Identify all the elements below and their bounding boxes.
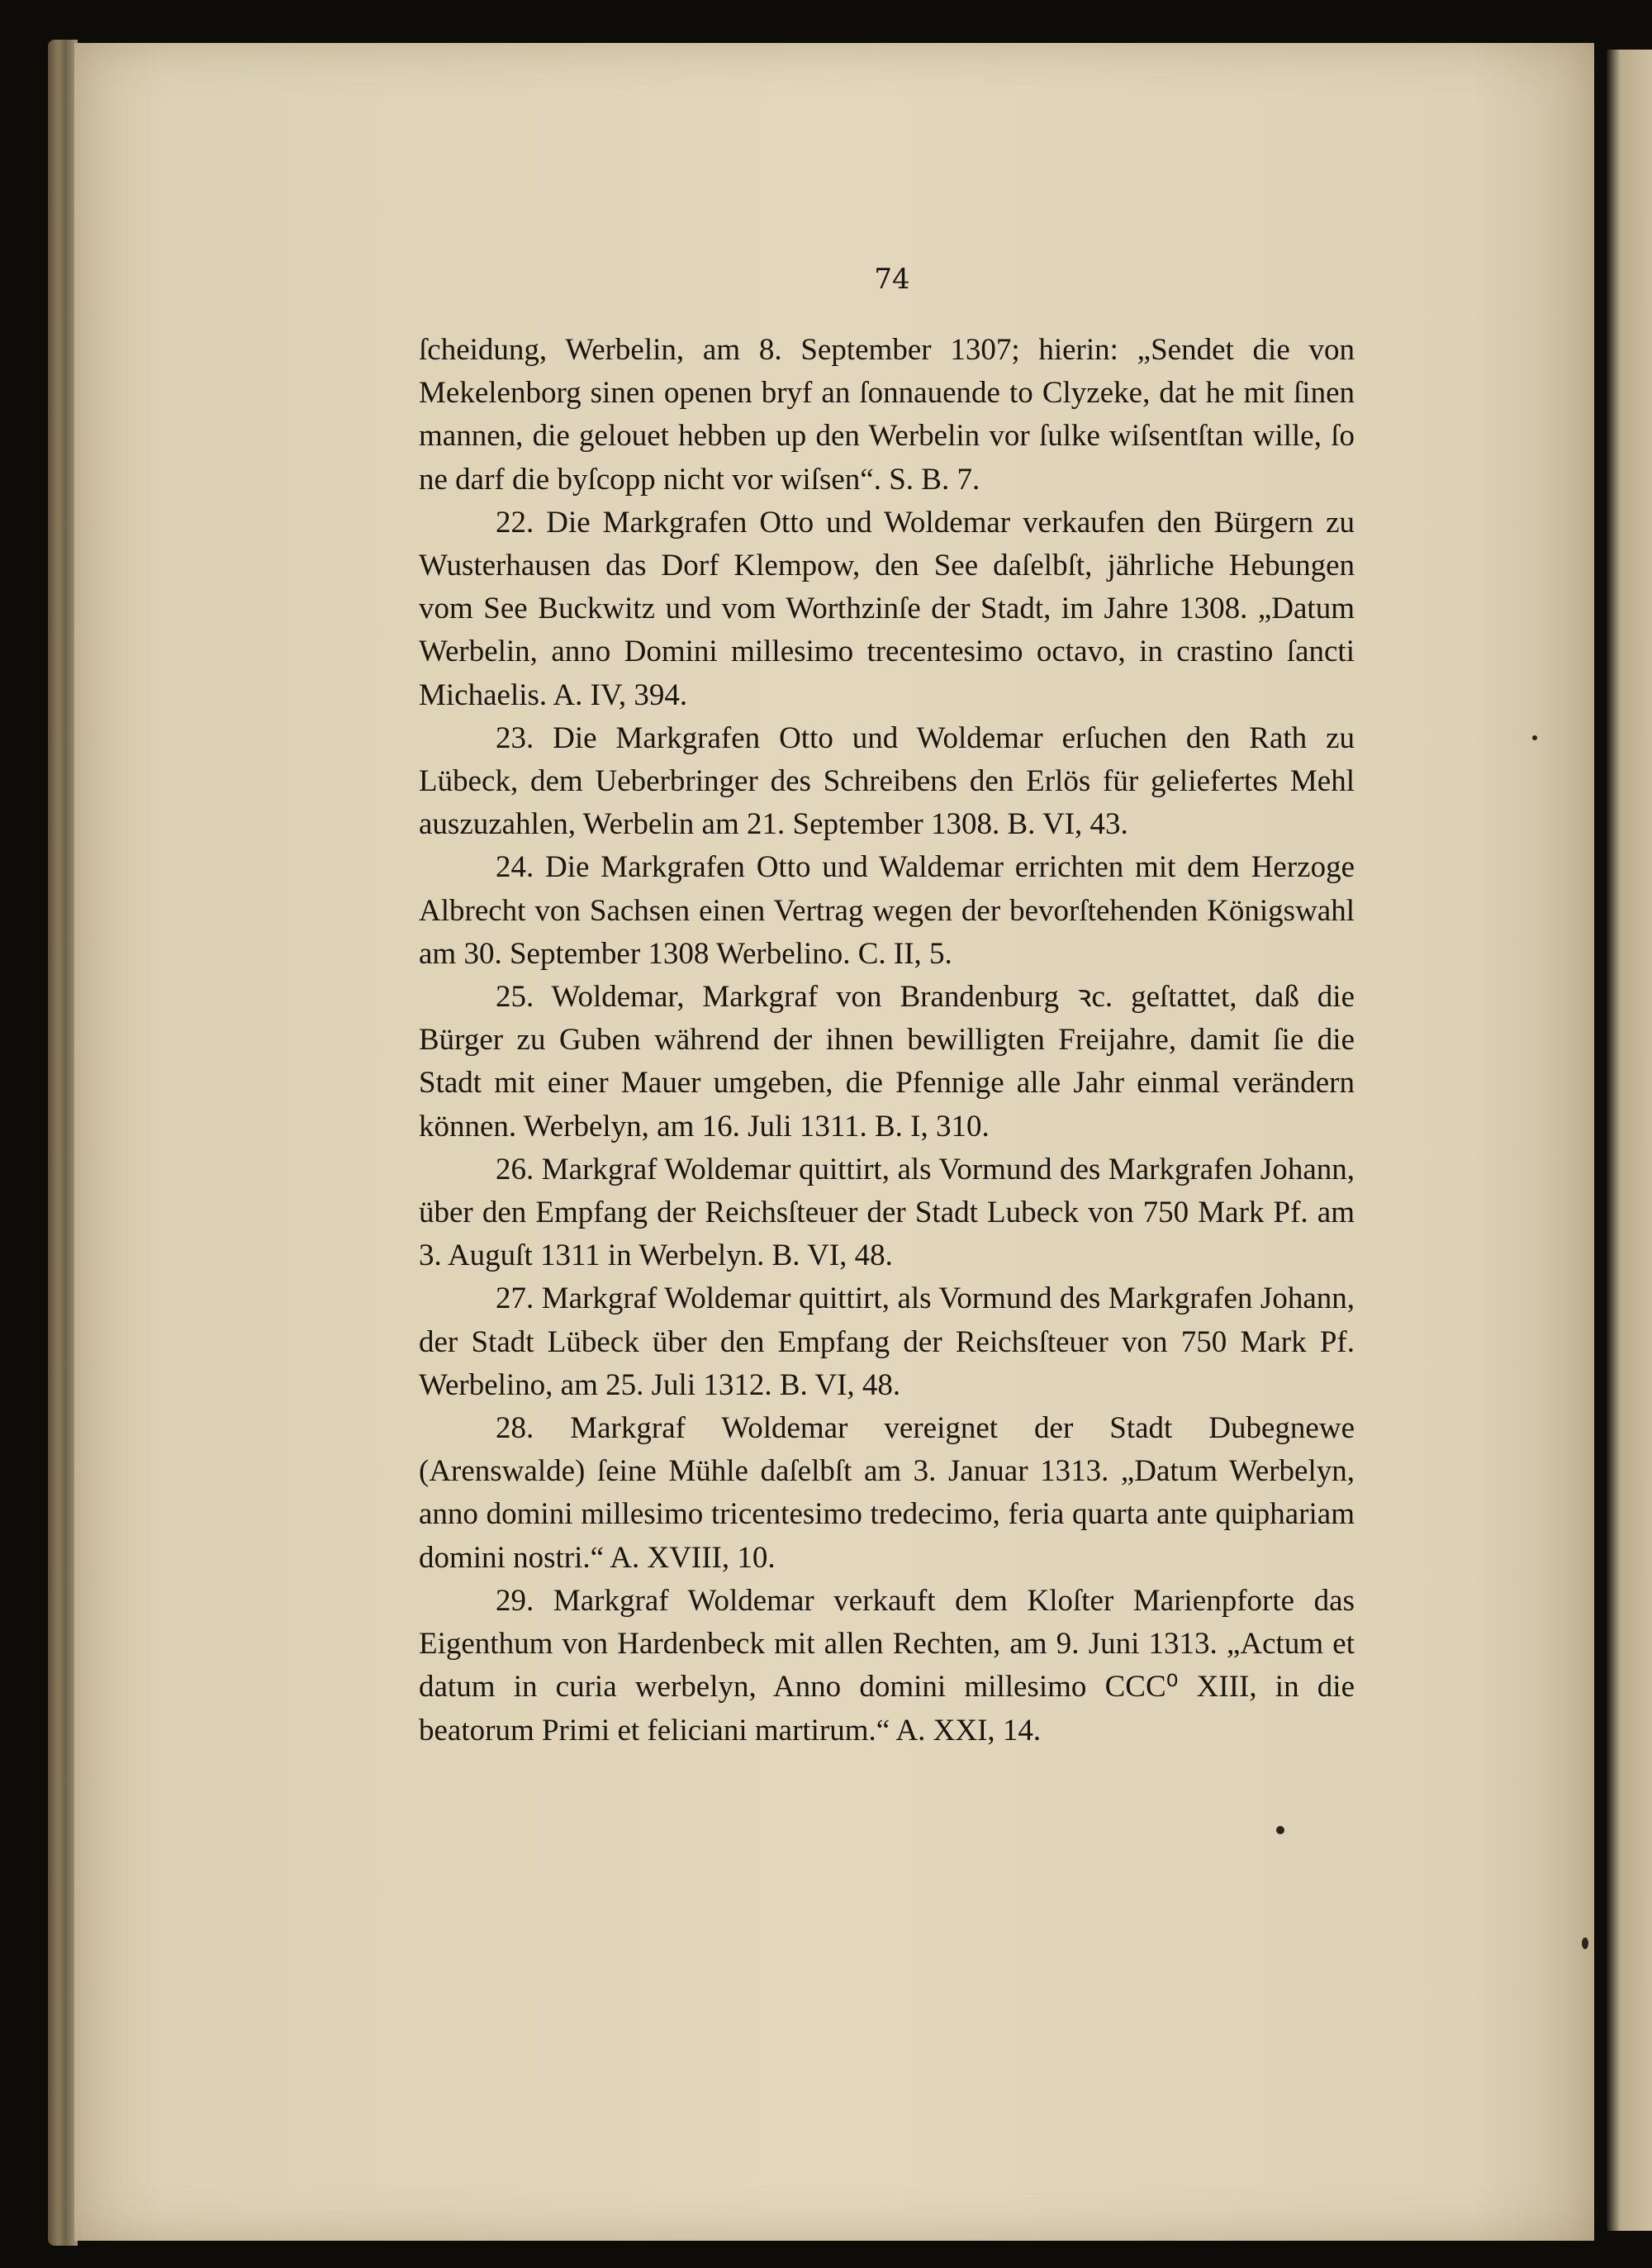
- paragraph: 22. Die Markgrafen Otto und Woldemar verkaufen den Bürgern zu Wusterhausen das Dorf Klempow, den See daſelbſt, jährliche Hebungen vom See Buckwitz und vom Worthzinſe der Stadt, im Jahre 1308. „Datum Werbelin, anno Domini millesimo trecentesimo octavo, in crastino ſancti Michaelis. A. IV, 394.: [419, 505, 1355, 712]
- paragraph: 24. Die Markgrafen Otto und Waldemar errichten mit dem Herzoge Albrecht von Sachsen einen Vertrag wegen der bevorſtehenden Königswahl am 30. September 1308 Werbelino. C. II, 5.: [419, 850, 1355, 971]
- paragraph: ſcheidung, Werbelin, am 8. September 1307; hierin: „Sendet die von Mekelenborg sinen openen bryf an ſonnauende to Clyzeke, dat he mit ſinen mannen, die gelouet hebben up den Werbelin vor ſulke wiſsentſtan wille, ſo ne darf die byſcopp nicht vor wiſsen“. S. B. 7.: [419, 333, 1355, 497]
- paragraph: 27. Markgraf Woldemar quittirt, als Vormund des Markgrafen Johann, der Stadt Lübeck über den Empfang der Reichsſteuer von 750 Mark Pf. Werbelino, am 25. Juli 1312. B. VI, 48.: [419, 1281, 1355, 1402]
- paragraph: 25. Woldemar, Markgraf von Brandenburg ꝛc. geſtattet, daß die Bürger zu Guben während der ihnen bewilligten Freijahre, damit ſie die Stadt mit einer Mauer umgeben, die Pfennige alle Jahr einmal verändern können. Werbelyn, am 16. Juli 1311. B. I, 310.: [419, 980, 1355, 1144]
- ink-spot: [1582, 1938, 1588, 1949]
- paragraph: 26. Markgraf Woldemar quittirt, als Vormund des Markgrafen Johann, über den Empfang der Reichsſteuer der Stadt Lubeck von 750 Mark Pf. am 3. Auguſt 1311 in Werbelyn. B. VI, 48.: [419, 1152, 1355, 1273]
- body-text: [419, 329, 1355, 1752]
- paragraph: 28. Markgraf Woldemar vereignet der Stadt Dubegnewe (Arenswalde) ſeine Mühle daſelbſt am 3. Januar 1313. „Datum Werbelyn, anno domini millesimo tricentesimo tredecimo, feria quarta ante quiphariam domini nostri.“ A. XVIII, 10.: [419, 1411, 1355, 1575]
- ink-spot: [1276, 1826, 1284, 1834]
- next-page-edge: [1607, 50, 1652, 2231]
- paragraph: 23. Die Markgrafen Otto und Woldemar erſuchen den Rath zu Lübeck, dem Ueberbringer des Schreibens den Erlös für geliefertes Mehl auszuzahlen, Werbelin am 21. September 1308. B. VI, 43.: [419, 720, 1355, 842]
- paragraph: 29. Markgraf Woldemar verkauft dem Kloſter Marienpforte das Eigenthum von Hardenbeck mit allen Rechten, am 9. Juni 1313. „Actum et datum in curia werbelyn, Anno domini millesimo CCC⁰ XIII, in die beatorum Primi et feliciani martirum.“ A. XXI, 14.: [419, 1583, 1355, 1747]
- page-edges: [48, 40, 78, 2246]
- page-number: 74: [874, 263, 910, 296]
- ink-spot: [1532, 735, 1537, 740]
